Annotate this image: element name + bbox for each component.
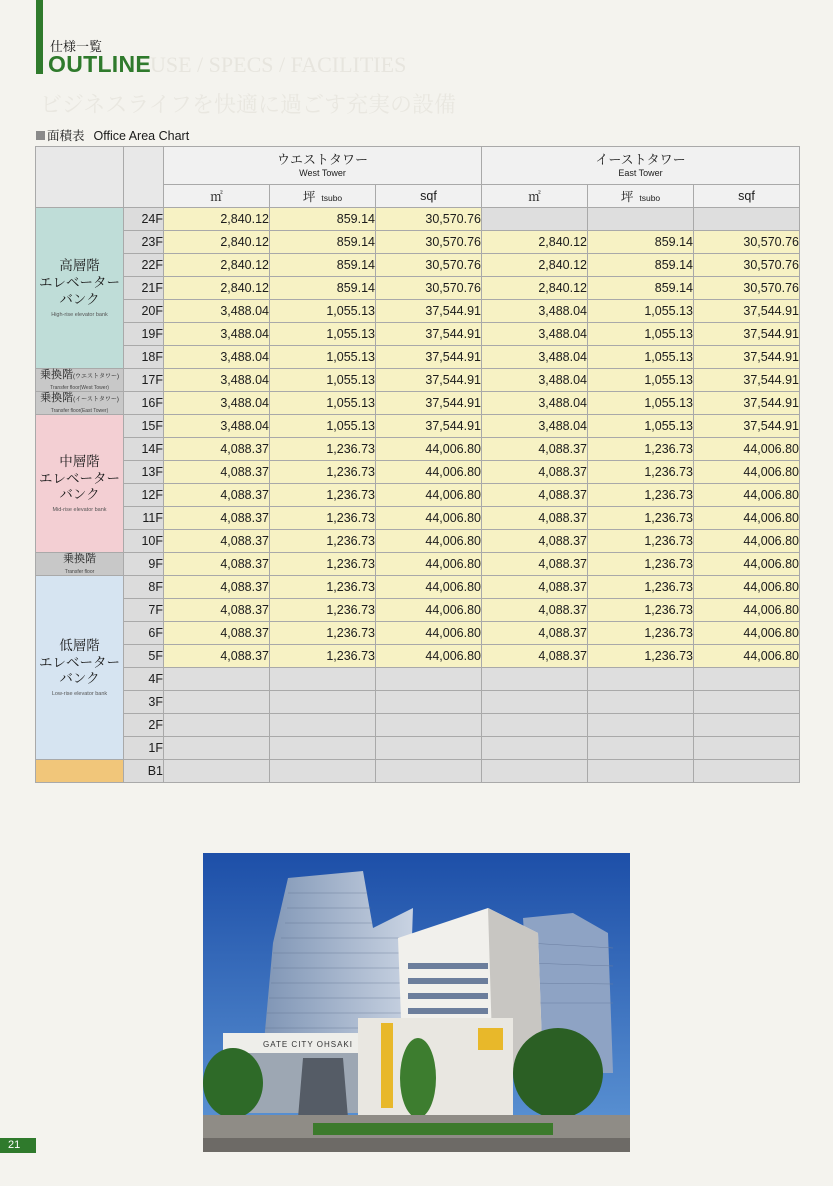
cell-e-sqm: 4,088.37	[482, 530, 588, 553]
floor-label: B1	[124, 760, 164, 783]
cell-w-tsubo: 1,236.73	[270, 530, 376, 553]
cell-e-sqm: 4,088.37	[482, 438, 588, 461]
unit-tsubo-east: 坪 tsubo	[588, 185, 694, 208]
bank-transfer_west: 乗換階(ウエストタワー) Transfer floor(West Tower)	[36, 369, 124, 392]
cell-w-tsubo: 1,236.73	[270, 645, 376, 668]
cell-e-sqm	[482, 714, 588, 737]
cell-e-tsubo: 1,055.13	[588, 369, 694, 392]
cell-w-sqf: 44,006.80	[376, 645, 482, 668]
cell-e-tsubo: 859.14	[588, 254, 694, 277]
cell-w-sqf	[376, 737, 482, 760]
cell-w-sqm	[164, 760, 270, 783]
cell-e-tsubo: 1,055.13	[588, 346, 694, 369]
cell-w-sqm: 4,088.37	[164, 622, 270, 645]
cell-e-sqf: 44,006.80	[694, 645, 800, 668]
cell-w-tsubo: 859.14	[270, 254, 376, 277]
cell-e-sqf: 37,544.91	[694, 415, 800, 438]
title-accent-bar	[36, 0, 43, 74]
header-blank-floor	[124, 147, 164, 208]
chart-title-jp: 面積表	[47, 128, 85, 143]
table-row	[36, 369, 800, 392]
cell-e-sqf	[694, 714, 800, 737]
cell-w-sqm: 4,088.37	[164, 576, 270, 599]
cell-w-tsubo: 1,055.13	[270, 323, 376, 346]
cell-e-sqf: 44,006.80	[694, 576, 800, 599]
unit-tsubo-west: 坪 tsubo	[270, 185, 376, 208]
table-row	[36, 553, 800, 576]
floor-label: 17F	[124, 369, 164, 392]
floor-label: 18F	[124, 346, 164, 369]
cell-w-sqm: 3,488.04	[164, 392, 270, 415]
page-title: OUTLINE	[48, 51, 152, 77]
table-row	[36, 254, 800, 277]
cell-e-sqf: 30,570.76	[694, 231, 800, 254]
cell-e-tsubo	[588, 737, 694, 760]
cell-w-tsubo: 1,236.73	[270, 507, 376, 530]
gate-city-ohsaki-photo	[203, 853, 630, 1152]
cell-e-sqf: 44,006.80	[694, 438, 800, 461]
cell-w-tsubo	[270, 737, 376, 760]
cell-e-sqf	[694, 668, 800, 691]
table-row	[36, 691, 800, 714]
cell-w-sqm: 3,488.04	[164, 323, 270, 346]
cell-e-sqm	[482, 691, 588, 714]
floor-label: 23F	[124, 231, 164, 254]
table-row	[36, 576, 800, 599]
unit-sqm-west: ㎡	[164, 185, 270, 208]
cell-w-tsubo: 1,236.73	[270, 599, 376, 622]
cell-w-tsubo: 1,236.73	[270, 576, 376, 599]
bank-basement	[36, 760, 124, 783]
table-row	[36, 760, 800, 783]
cell-w-sqf: 30,570.76	[376, 231, 482, 254]
cell-w-sqf: 30,570.76	[376, 277, 482, 300]
cell-w-tsubo	[270, 714, 376, 737]
building-photo	[203, 853, 630, 1152]
cell-w-sqm: 4,088.37	[164, 553, 270, 576]
cell-w-tsubo: 1,055.13	[270, 369, 376, 392]
cell-w-sqf	[376, 760, 482, 783]
cell-e-tsubo	[588, 208, 694, 231]
cell-w-sqf	[376, 668, 482, 691]
cell-w-sqm: 3,488.04	[164, 415, 270, 438]
cell-e-sqm: 4,088.37	[482, 622, 588, 645]
cell-e-sqf: 37,544.91	[694, 392, 800, 415]
cell-w-tsubo: 1,236.73	[270, 553, 376, 576]
cell-w-sqf: 37,544.91	[376, 392, 482, 415]
floor-label: 2F	[124, 714, 164, 737]
cell-e-sqf: 44,006.80	[694, 484, 800, 507]
table-row	[36, 392, 800, 415]
table-row	[36, 484, 800, 507]
cell-w-sqf: 37,544.91	[376, 369, 482, 392]
cell-w-sqf	[376, 691, 482, 714]
floor-label: 21F	[124, 277, 164, 300]
cell-e-tsubo: 1,236.73	[588, 507, 694, 530]
table-row	[36, 415, 800, 438]
cell-e-sqm: 2,840.12	[482, 277, 588, 300]
cell-e-sqf	[694, 737, 800, 760]
cell-e-tsubo	[588, 668, 694, 691]
cell-e-tsubo: 1,236.73	[588, 645, 694, 668]
cell-e-sqf: 44,006.80	[694, 507, 800, 530]
bank-low: 低層階 エレベーター バンク Low-rise elevator bank	[36, 576, 124, 760]
cell-w-sqm: 2,840.12	[164, 254, 270, 277]
cell-e-tsubo: 1,236.73	[588, 484, 694, 507]
table-body	[36, 208, 800, 783]
cell-e-sqm: 4,088.37	[482, 553, 588, 576]
cell-w-sqm: 2,840.12	[164, 208, 270, 231]
table-row	[36, 530, 800, 553]
cell-e-sqm: 3,488.04	[482, 346, 588, 369]
cell-e-sqf: 30,570.76	[694, 277, 800, 300]
table-row	[36, 668, 800, 691]
cell-w-tsubo: 1,055.13	[270, 415, 376, 438]
cell-w-sqm: 4,088.37	[164, 507, 270, 530]
floor-label: 19F	[124, 323, 164, 346]
cell-w-sqf: 44,006.80	[376, 553, 482, 576]
cell-w-sqf: 44,006.80	[376, 576, 482, 599]
table-row	[36, 714, 800, 737]
cell-e-tsubo: 1,236.73	[588, 553, 694, 576]
cell-w-tsubo	[270, 691, 376, 714]
cell-w-sqm: 3,488.04	[164, 300, 270, 323]
floor-label: 8F	[124, 576, 164, 599]
cell-w-sqm: 2,840.12	[164, 277, 270, 300]
cell-w-tsubo: 1,055.13	[270, 300, 376, 323]
cell-w-sqm: 4,088.37	[164, 599, 270, 622]
office-area-table	[35, 146, 800, 783]
ghost-heading-en: USE / SPECS / FACILITIES	[150, 52, 407, 77]
cell-w-tsubo: 1,236.73	[270, 438, 376, 461]
floor-label: 24F	[124, 208, 164, 231]
cell-w-sqm: 3,488.04	[164, 369, 270, 392]
cell-w-sqf: 44,006.80	[376, 530, 482, 553]
cell-e-tsubo: 1,055.13	[588, 392, 694, 415]
cell-e-tsubo: 1,055.13	[588, 415, 694, 438]
cell-e-sqm: 3,488.04	[482, 369, 588, 392]
cell-e-sqm: 4,088.37	[482, 461, 588, 484]
cell-e-sqm	[482, 668, 588, 691]
cell-w-sqm: 3,488.04	[164, 346, 270, 369]
cell-e-sqm: 4,088.37	[482, 645, 588, 668]
cell-e-sqf: 37,544.91	[694, 369, 800, 392]
cell-w-sqm: 4,088.37	[164, 461, 270, 484]
cell-e-tsubo: 859.14	[588, 277, 694, 300]
floor-label: 22F	[124, 254, 164, 277]
floor-label: 16F	[124, 392, 164, 415]
cell-e-sqm	[482, 208, 588, 231]
table-row	[36, 645, 800, 668]
cell-e-tsubo: 1,236.73	[588, 530, 694, 553]
page-number: 21	[0, 1138, 36, 1153]
sign-text: GATE CITY OHSAKI	[263, 1040, 353, 1049]
cell-e-sqf	[694, 760, 800, 783]
cell-w-sqm: 2,840.12	[164, 231, 270, 254]
cell-e-sqm: 2,840.12	[482, 254, 588, 277]
cell-e-sqm: 4,088.37	[482, 599, 588, 622]
floor-label: 20F	[124, 300, 164, 323]
table-row	[36, 461, 800, 484]
table-row	[36, 277, 800, 300]
cell-w-sqf: 44,006.80	[376, 438, 482, 461]
chart-title	[36, 126, 189, 144]
cell-e-sqm: 3,488.04	[482, 323, 588, 346]
cell-e-tsubo: 1,236.73	[588, 576, 694, 599]
ghost-heading-jp: ビジネスライフを快適に過ごす充実の設備	[40, 92, 457, 117]
cell-e-sqf	[694, 208, 800, 231]
cell-w-tsubo: 1,236.73	[270, 622, 376, 645]
floor-label: 1F	[124, 737, 164, 760]
cell-w-tsubo: 859.14	[270, 231, 376, 254]
cell-e-sqf: 37,544.91	[694, 300, 800, 323]
cell-e-sqm: 4,088.37	[482, 507, 588, 530]
cell-w-sqf: 30,570.76	[376, 254, 482, 277]
bank-high: 高層階 エレベーター バンク High-rise elevator bank	[36, 208, 124, 369]
floor-label: 6F	[124, 622, 164, 645]
table-row	[36, 507, 800, 530]
table-row	[36, 622, 800, 645]
floor-label: 11F	[124, 507, 164, 530]
cell-e-tsubo: 1,236.73	[588, 461, 694, 484]
cell-e-sqf: 44,006.80	[694, 530, 800, 553]
cell-e-sqf: 30,570.76	[694, 254, 800, 277]
cell-e-tsubo	[588, 714, 694, 737]
cell-w-tsubo: 1,055.13	[270, 392, 376, 415]
cell-w-sqm: 4,088.37	[164, 484, 270, 507]
cell-w-sqm	[164, 714, 270, 737]
cell-e-sqf: 44,006.80	[694, 599, 800, 622]
cell-w-tsubo: 859.14	[270, 208, 376, 231]
cell-w-sqm	[164, 668, 270, 691]
cell-e-sqm: 3,488.04	[482, 300, 588, 323]
cell-w-sqf: 37,544.91	[376, 323, 482, 346]
cell-w-tsubo	[270, 760, 376, 783]
cell-e-tsubo: 1,236.73	[588, 622, 694, 645]
cell-w-sqf: 37,544.91	[376, 415, 482, 438]
table-row	[36, 438, 800, 461]
floor-label: 9F	[124, 553, 164, 576]
cell-e-sqm: 3,488.04	[482, 415, 588, 438]
cell-e-tsubo: 859.14	[588, 231, 694, 254]
table-row	[36, 231, 800, 254]
cell-e-sqf: 44,006.80	[694, 622, 800, 645]
table-row	[36, 737, 800, 760]
cell-w-tsubo: 1,055.13	[270, 346, 376, 369]
header-blank-bank	[36, 147, 124, 208]
cell-w-sqf: 44,006.80	[376, 599, 482, 622]
unit-sqf-west: sqf	[376, 185, 482, 208]
bank-transfer: 乗換階 Transfer floor	[36, 553, 124, 576]
floor-label: 13F	[124, 461, 164, 484]
cell-e-sqm	[482, 760, 588, 783]
bank-mid: 中層階 エレベーター バンク Mid-rise elevator bank	[36, 415, 124, 553]
unit-sqm-east: ㎡	[482, 185, 588, 208]
page-title-jp: 仕様一覧	[50, 40, 103, 55]
cell-e-sqm: 2,840.12	[482, 231, 588, 254]
cell-w-tsubo: 859.14	[270, 277, 376, 300]
cell-e-sqf: 37,544.91	[694, 346, 800, 369]
cell-w-sqm: 4,088.37	[164, 530, 270, 553]
cell-e-sqm: 3,488.04	[482, 392, 588, 415]
cell-e-sqf: 37,544.91	[694, 323, 800, 346]
cell-e-sqm: 4,088.37	[482, 576, 588, 599]
cell-e-sqf: 44,006.80	[694, 553, 800, 576]
cell-w-sqf: 37,544.91	[376, 346, 482, 369]
cell-e-tsubo: 1,236.73	[588, 438, 694, 461]
floor-label: 14F	[124, 438, 164, 461]
cell-w-sqf: 44,006.80	[376, 484, 482, 507]
floor-label: 10F	[124, 530, 164, 553]
cell-w-sqm: 4,088.37	[164, 438, 270, 461]
floor-label: 7F	[124, 599, 164, 622]
cell-e-tsubo	[588, 691, 694, 714]
cell-e-sqf	[694, 691, 800, 714]
cell-w-sqf: 37,544.91	[376, 300, 482, 323]
cell-e-sqm: 4,088.37	[482, 484, 588, 507]
chart-title-en: Office Area Chart	[93, 129, 190, 143]
floor-label: 15F	[124, 415, 164, 438]
west-tower-header: ウエストタワー West Tower	[164, 147, 482, 185]
cell-w-sqf: 30,570.76	[376, 208, 482, 231]
cell-e-tsubo: 1,055.13	[588, 300, 694, 323]
table-row	[36, 300, 800, 323]
floor-label: 3F	[124, 691, 164, 714]
table-row	[36, 323, 800, 346]
cell-e-sqm	[482, 737, 588, 760]
cell-w-sqf: 44,006.80	[376, 461, 482, 484]
bank-transfer_east: 乗換階(イーストタワー) Transfer floor(East Tower)	[36, 392, 124, 415]
cell-w-sqm	[164, 691, 270, 714]
cell-e-tsubo	[588, 760, 694, 783]
cell-w-sqf: 44,006.80	[376, 507, 482, 530]
table-row	[36, 346, 800, 369]
cell-e-tsubo: 1,055.13	[588, 323, 694, 346]
cell-w-sqf: 44,006.80	[376, 622, 482, 645]
cell-w-sqf	[376, 714, 482, 737]
floor-label: 12F	[124, 484, 164, 507]
floor-label: 4F	[124, 668, 164, 691]
east-tower-header: イーストタワー East Tower	[482, 147, 800, 185]
table-row	[36, 208, 800, 231]
floor-label: 5F	[124, 645, 164, 668]
square-bullet-icon	[36, 131, 45, 140]
cell-e-sqf: 44,006.80	[694, 461, 800, 484]
cell-w-tsubo: 1,236.73	[270, 461, 376, 484]
cell-w-sqm	[164, 737, 270, 760]
cell-w-sqm: 4,088.37	[164, 645, 270, 668]
cell-w-tsubo	[270, 668, 376, 691]
unit-sqf-east: sqf	[694, 185, 800, 208]
table-row	[36, 599, 800, 622]
cell-e-tsubo: 1,236.73	[588, 599, 694, 622]
cell-w-tsubo: 1,236.73	[270, 484, 376, 507]
